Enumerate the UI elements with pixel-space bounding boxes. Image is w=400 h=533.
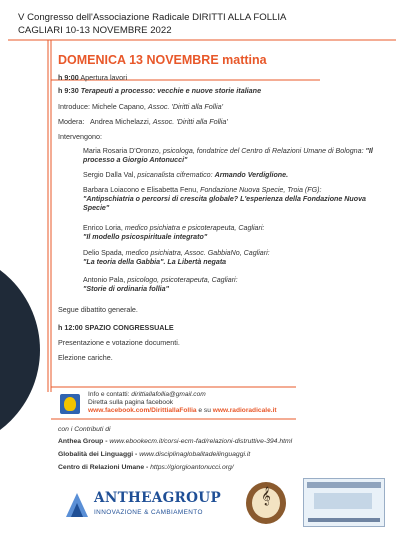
association-logo [60,394,80,414]
contributor-org: Centro di Relazioni Umane - [58,464,149,471]
and-text: e su [198,407,211,415]
introduce-name: Michele Capano, [91,102,146,111]
speaker-name: Maria Rosaria D'Oronzo, [83,147,161,155]
speaker-talk: Armando Verdiglione. [214,171,289,179]
contributor-url[interactable]: www.disciplinaglobalitadeilinguaggi.it [139,451,251,458]
info-label: Info e contatti: [88,391,130,398]
speaker-name: Antonio Pala, [83,276,126,284]
speaker-talk: "Storie di ordinaria follia" [83,285,169,293]
time-label: h 9:00 [58,73,79,82]
contributor-row [58,438,292,447]
speaker-name: Delio Spada, [83,249,124,257]
contributor-url[interactable]: www.ebookecm.it/corsi-ecm-fad/relazioni-distruttive-394.html [109,438,293,445]
congress-title: V Congresso dell'Associazione Radicale DIRITTI ALLA FOLLIA [18,12,287,23]
speaker-talk: "Il modello psicospirituale integrato" [83,233,208,241]
email-link[interactable]: dirittiallafollia@gmail.com [131,391,206,398]
speaker-item [83,147,373,165]
modera-row [58,117,228,126]
speaker-item [83,276,373,294]
schedule-row-2 [58,86,261,95]
modera-name: Andrea Michelazzi, [89,117,151,126]
radio-link[interactable]: www.radioradicale.it [212,407,277,415]
contributor-row [58,464,234,473]
elezione-cariche: Elezione cariche. [58,353,113,362]
speaker-item [83,224,373,242]
speaker-name: Sergio Dalla Val, [83,171,136,179]
speaker-name: Barbara Loiacono e Elisabetta Fenu, [83,186,199,194]
speaker-item [83,249,373,267]
segue-dibattito: Segue dibattito generale. [58,305,138,314]
globalita-linguaggi-logo [246,482,286,524]
speaker-role: Fondazione Nuova Specie, Troia (FG): [200,186,322,194]
presentazione-documenti: Presentazione e votazione documenti. [58,338,180,347]
anthea-mark-icon [64,491,90,519]
info-contacts [88,391,277,416]
speaker-talk: "Antipschiatria o percorsi di crescita globale? L'esperienza della Fondazione Nuova Specie" [83,195,366,212]
speaker-role: medico psichiatra, Assoc. GabbiaNo, Cagliari: [125,249,270,257]
contributors-heading: con i Contributi di [58,426,111,433]
modera-label: Modera: [58,117,85,126]
spazio-congressuale: h 12:00 SPAZIO CONGRESSUALE [58,323,174,332]
day-title: DOMENICA 13 NOVEMBRE mattina [58,53,267,67]
speaker-role: psicologa, fondatrice del Centro di Relazioni Umane di Bologna: [162,147,364,155]
intervengono-label: Intervengono: [58,132,102,141]
schedule-text: Apertura lavori [80,73,128,82]
centro-relazioni-umane-logo [303,478,385,527]
speaker-item [83,186,373,213]
contributor-row [58,451,250,460]
session-title: Terapeuti a processo: vecchie e nuove storie italiane [80,86,262,95]
contributor-url[interactable]: https://giorgioantonucci.org/ [150,464,234,471]
speaker-item [83,171,373,180]
anthea-tagline: INNOVAZIONE & CAMBIAMENTO [94,509,203,516]
anthea-logo [64,488,221,522]
contributor-org: Globalità dei Linguaggi - [58,451,138,458]
speaker-talk: "La teoria della Gabbia". La Libertà negata [83,258,227,266]
contributor-org: Anthea Group - [58,438,108,445]
time-label: h 9:30 [58,86,79,95]
schedule-row-1 [58,73,127,82]
introduce-role: Assoc. 'Diritti alla Follia' [147,102,223,111]
speaker-name: Enrico Loria, [83,224,123,232]
speaker-role: medico psichiatra e psicoterapeuta, Cagliari: [124,224,265,232]
treble-clef-icon: 𝄞 [261,488,271,505]
live-text: Diretta sulla pagina facebook [88,399,174,407]
introduce-row [58,102,223,111]
modera-role: Assoc. 'Diritti alla Follia' [152,117,228,126]
speaker-role: psicanalista cifrematico: [137,171,213,179]
anthea-name: ANTHEAGROUP [94,490,221,506]
speaker-talk: "Il processo a Giorgio Antonucci" [83,147,373,164]
congress-date: CAGLIARI 10-13 NOVEMBRE 2022 [18,25,172,36]
introduce-label: Introduce: [58,102,90,111]
speaker-role: psicologo, psicoterapeuta, Cagliari: [127,276,238,284]
facebook-link[interactable]: www.facebook.com/DirittiallaFollia [88,407,197,415]
